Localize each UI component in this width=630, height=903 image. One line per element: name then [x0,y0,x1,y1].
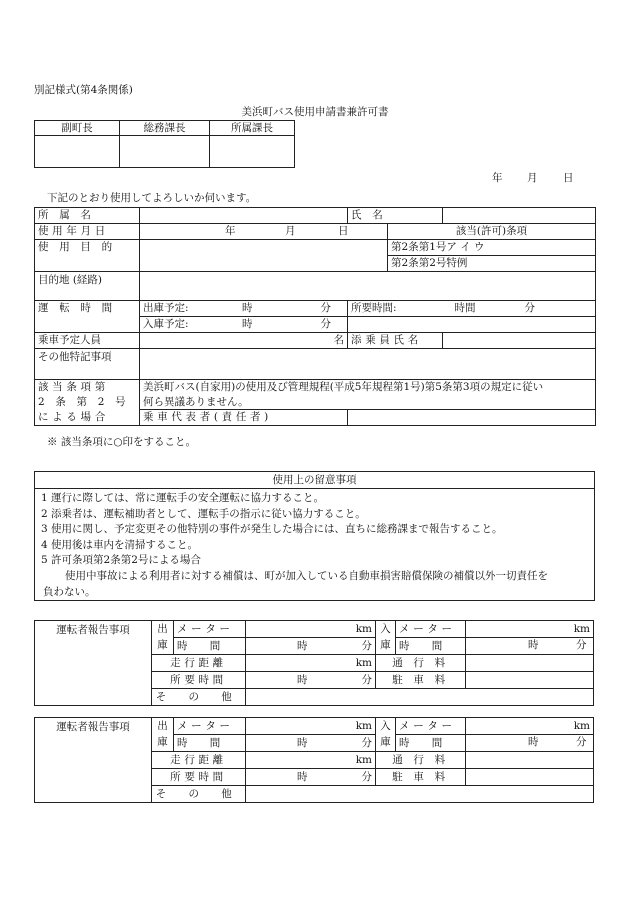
required-hours: 時間 [454,302,476,314]
depart-label: 出庫予定: [140,301,203,317]
clause-text-1: 美浜町バス(自家用)の使用及び管理規程(平成5年規程第1号)第5条第3項の規定に従い [140,380,596,396]
operation-blank [348,317,596,333]
usage-note-item: 1 運行に際しては、常に運転手の安全運転に協力すること。 [41,492,325,504]
out-time-minute[interactable]: 分 [316,735,376,752]
affiliation-label: 所 属 名 [35,208,140,224]
applicable-clause-header: 該当(許可)条項 [388,224,596,240]
passengers-label: 乗車予定人員 [35,333,140,349]
usage-notes-box [34,471,595,601]
distance-field[interactable]: km [246,752,376,769]
other-label: そ の 他 [152,786,246,803]
return-hour[interactable]: 時 [203,317,263,333]
out-label-1: 出 [152,718,174,735]
clause-case-label-1: 該当条項第 [35,380,140,396]
usage-note-item: 使用中事故による利用者に対する補償は、町が加入している自動車損害賠償保険の補償以外一切責任を [65,569,548,582]
in-time-hour: 時 [528,639,539,651]
attendant-label: 添乗員氏名 [348,333,443,349]
out-meter-field[interactable]: km [246,718,376,735]
in-label-2: 庫 [376,638,396,655]
in-label-2: 庫 [376,735,396,752]
toll-label: 通 行 料 [376,655,466,672]
out-meter-field[interactable]: km [246,621,376,638]
driver-report-table-1 [34,620,594,706]
out-label-2: 庫 [152,638,174,655]
passengers-field[interactable]: 名 [140,333,348,349]
name-field[interactable] [443,208,596,224]
approval-stamp-vice-mayor[interactable] [35,136,120,168]
in-time-minute: 分 [576,639,587,651]
parking-field[interactable] [466,672,594,689]
special-notes-label: その他特記事項 [35,349,140,380]
in-meter-field[interactable]: km [466,621,594,638]
in-meter-label: メーター [396,621,466,638]
return-label: 入庫予定: [140,317,203,333]
in-time-label: 時 間 [396,735,466,752]
other-label: そ の 他 [152,689,246,706]
parking-label: 駐 車 料 [376,769,466,786]
required-report-minute[interactable]: 分 [316,672,376,689]
usage-note-item: 3 使用に関し、予定変更その他特別の事件が発生した場合には、直ちに総務課まで報告すること。 [41,523,503,536]
use-date-month: 月 [285,225,296,237]
purpose-label: 使 用 目 的 [35,240,140,272]
driver-report-label: 運転者報告事項 [35,621,152,706]
out-time-hour[interactable]: 時 [246,638,316,655]
destination-field[interactable] [140,272,596,301]
toll-field[interactable] [466,655,594,672]
out-time-minute[interactable]: 分 [316,638,376,655]
clause-case-label-3: による場合 [35,410,140,426]
approval-stamp-general-affairs[interactable] [120,136,210,168]
in-meter-field[interactable]: km [466,718,594,735]
driver-report-table-2 [34,717,594,803]
attendant-field[interactable] [443,333,596,349]
intro-text: 下記のとおり使用してよろしいか伺います。 [47,192,257,204]
representative-field[interactable] [348,410,596,426]
parking-label: 駐 車 料 [376,672,466,689]
application-table [34,207,596,426]
out-time-hour[interactable]: 時 [246,735,316,752]
required-report-minute[interactable]: 分 [316,769,376,786]
in-time-hour: 時 [528,736,539,748]
required-time-report-label: 所要時間 [152,672,246,689]
clause-option-1[interactable]: 第2条第1号ア イ ウ [388,240,596,256]
clause-option-2[interactable]: 第2条第2号特例 [388,256,596,272]
other-field[interactable] [246,786,594,803]
in-time-label: 時 間 [396,638,466,655]
purpose-field[interactable] [140,240,388,272]
use-date-field[interactable] [140,224,388,240]
out-label-1: 出 [152,621,174,638]
distance-field[interactable]: km [246,655,376,672]
date-month: 月 [527,172,538,184]
other-field[interactable] [246,689,594,706]
approval-stamp-department[interactable] [210,136,295,168]
return-minute[interactable]: 分 [263,317,348,333]
required-report-hour[interactable]: 時 [246,672,316,689]
out-time-label: 時 間 [174,735,246,752]
required-time-report-label: 所要時間 [152,769,246,786]
date-year: 年 [492,172,503,184]
destination-label: 目的地 (経路) [35,272,140,301]
required-time-label: 所要時間: [348,301,443,317]
in-time-field[interactable] [466,735,594,752]
toll-field[interactable] [466,752,594,769]
footnote: ※ 該当条項に○印をすること。 [47,436,196,448]
special-notes-field[interactable] [140,349,596,380]
approval-header-department: 所属課長 [210,121,295,136]
affiliation-field[interactable] [140,208,348,224]
usage-note-item: 5 許可条項第2条第2号による場合 [41,554,201,567]
parking-field[interactable] [466,769,594,786]
out-meter-label: メーター [174,718,246,735]
in-label-1: 入 [376,718,396,735]
in-time-field[interactable] [466,638,594,655]
usage-notes-title: 使用上の留意事項 [35,472,594,489]
usage-note-item: 負わない。 [43,585,96,598]
use-date-label: 使用年月日 [35,224,140,240]
approval-table [34,120,295,168]
distance-label: 走行距離 [152,752,246,769]
use-date-year: 年 [225,225,236,237]
distance-label: 走行距離 [152,655,246,672]
toll-label: 通 行 料 [376,752,466,769]
in-meter-label: メーター [396,718,466,735]
required-minutes: 分 [524,302,536,314]
date-day: 日 [563,172,574,184]
page-title: 美浜町バス使用申請書兼許可書 [241,106,389,118]
approval-header-vice-mayor: 副町長 [35,121,120,136]
out-time-label: 時 間 [174,638,246,655]
out-label-2: 庫 [152,735,174,752]
usage-note-item: 4 使用後は車内を清掃すること。 [41,538,199,551]
required-time-field[interactable] [443,301,596,317]
in-time-minute: 分 [576,736,587,748]
depart-hour[interactable]: 時 [203,301,263,317]
representative-label: 乗車代表者(責任者) [140,410,348,426]
operation-time-label: 運 転 時 間 [35,301,140,333]
in-label-1: 入 [376,621,396,638]
usage-note-item: 2 添乗者は、運転補助者として、運転手の指示に従い協力すること。 [41,507,366,520]
clause-case-label-2: 2 条 第 2 号 [35,396,140,410]
out-meter-label: メーター [174,621,246,638]
depart-minute[interactable]: 分 [263,301,348,317]
use-date-day: 日 [338,225,349,237]
form-id: 別記様式(第4条関係) [34,84,133,96]
required-report-hour[interactable]: 時 [246,769,316,786]
name-label: 氏 名 [348,208,443,224]
approval-header-general-affairs: 総務課長 [120,121,210,136]
clause-text-2: 何ら異議ありません。 [140,396,596,410]
driver-report-label: 運転者報告事項 [35,718,152,803]
